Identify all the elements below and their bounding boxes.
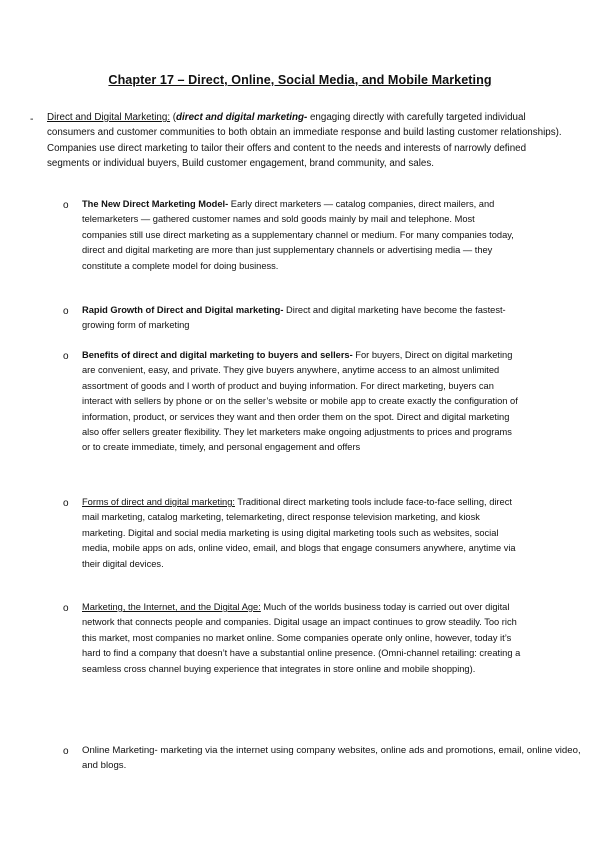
- bullet-forms-of-marketing: [82, 495, 522, 572]
- bullet-body: Early direct marketers — catalog companies, direct mailers, and telemarketers — gathered customer names and sold goods mainly by mail and telephone. Most companies still use direct marketing as a supplementary channel or medium. For many companies today, direct and digital marketing are more than just supplementary channels or advertising media — they constitute a complete model for doing business.: [82, 199, 514, 271]
- bullet-heading: Rapid Growth of Direct and Digital marketing-: [82, 305, 284, 315]
- intro-bullet-marker: -: [30, 114, 34, 125]
- bullet-heading: Forms of direct and digital marketing:: [82, 497, 235, 507]
- bullet-marker: o: [63, 351, 69, 362]
- intro-body: engaging directly with carefully targeted individual consumers and customer communities to both obtain an immediate response and build lasting customer relationships). Companies use direct marketing to tailor their offers and content to the needs and interests of narrowly defined segments or individual buyers, Build customer engagement, brand community, and sales.: [47, 112, 562, 170]
- bullet-marker: o: [63, 746, 69, 757]
- bullet-body: For buyers, Direct on digital marketing are convenient, easy, and private. They give buyers anywhere, anytime access to an almost unlimited assortment of goods and I worth of product and buying information. For direct marketing, buyers can interact with sellers by phone or on the seller’s website or mobile app to create exactly the configuration of information, product, or services they want and then order them on the spot. Direct and digital marketing also offer sellers greater flexibility. They let marketers make ongoing adjustments to prices and programs or to create immediate, timely, and personal engagement and offers: [82, 350, 518, 453]
- bullet-heading: Benefits of direct and digital marketing to buyers and sellers-: [82, 350, 353, 360]
- bullet-marker: o: [63, 200, 69, 211]
- bullet-new-direct-marketing-model: [82, 197, 522, 274]
- bullet-heading: The New Direct Marketing Model-: [82, 199, 229, 209]
- bullet-marker: o: [63, 498, 69, 509]
- bullet-body: Direct and digital marketing have become the fastest-growing form of marketing: [82, 305, 506, 331]
- intro-term: direct and digital marketing-: [176, 112, 308, 123]
- intro-paragraph: [47, 110, 567, 172]
- bullet-marker: o: [63, 306, 69, 317]
- bullet-marker: o: [63, 603, 69, 614]
- bullet-heading: Marketing, the Internet, and the Digital Age:: [82, 602, 261, 612]
- bullet-rapid-growth: [82, 303, 522, 334]
- bullet-online-marketing: [82, 743, 582, 774]
- bullet-body: Online Marketing- marketing via the internet using company websites, online ads and promotions, email, online video, and blogs.: [82, 745, 581, 772]
- bullet-body: Traditional direct marketing tools include face-to-face selling, direct mail marketing, catalog marketing, telemarketing, direct response television marketing, and kiosk marketing. Digital and social media marketing is using digital marketing tools such as websites, social media, mobile apps on ads, online video, email, and blogs that engage consumers anywhere, anytime via their digital devices.: [82, 497, 516, 569]
- bullet-benefits: [82, 348, 522, 456]
- intro-heading: Direct and Digital Marketing:: [47, 112, 171, 123]
- intro-open-paren: (: [170, 112, 177, 123]
- page-title: Chapter 17 – Direct, Online, Social Media, and Mobile Marketing: [108, 73, 492, 87]
- bullet-digital-age: [82, 600, 522, 677]
- bullet-body: Much of the worlds business today is carried out over digital network that connects people and companies. Digital usage an impact continues to grow steadily. Too rich this market, most companies no market online. Some companies operate only online, however, today it’s hard to find a company that doesn’t have a substantial online presence. (Omni-channel retailing: creating a seamless cross channel buying experience that integrates in store online and mobile shopping).: [82, 602, 521, 674]
